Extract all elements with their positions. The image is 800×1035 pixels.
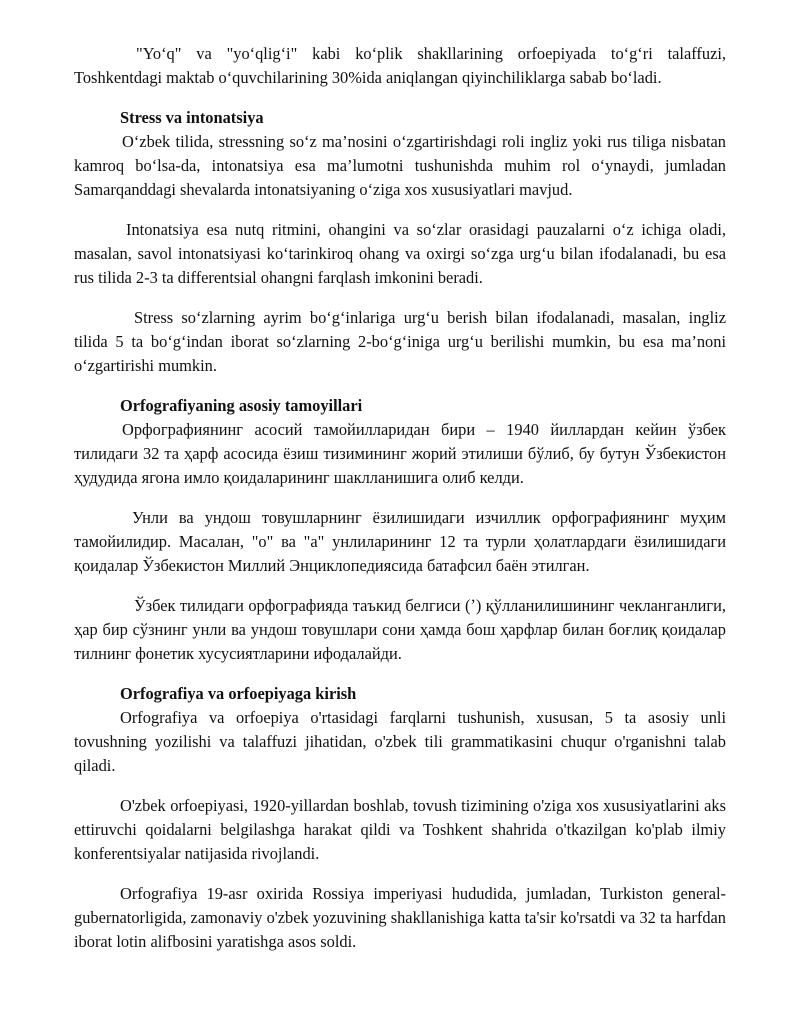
paragraph-plural-forms: "Yo‘q" va "yo‘qlig‘i" kabi ko‘plik shakllarining orfoepiyada to‘g‘ri talaffuzi, Toshkentdagi maktab o‘quvchilarining 30%ida aniqlangan qiyinchiliklarga sabab bo‘ladi. xyxy=(74,44,726,87)
paragraph-gap xyxy=(74,866,726,882)
paragraph-gap xyxy=(74,778,726,794)
paragraph-differences: Orfografiya va orfoepiya o'rtasidagi farqlarni tushunish, xususan, 5 ta asosiy unli tovushning yozilishi va talaffuzi jihatidan, o'zbek tili grammatikasini chuqur o'rganishni talab qiladi. xyxy=(74,708,726,775)
paragraph-gap xyxy=(74,578,726,594)
heading-orthography-orthoepy-intro: Orfografiya va orfoepiyaga kirish xyxy=(120,684,357,703)
paragraph-gap xyxy=(74,202,726,218)
paragraph-gap xyxy=(74,90,726,106)
paragraph-gap xyxy=(74,490,726,506)
paragraph-gap xyxy=(74,290,726,306)
paragraph-orthography-1940: Орфографиянинг асосий тамойилларидан бири – 1940 йиллардан кейин ўзбек тилидаги 32 та ҳарф асосида ёзиш тизимининг жорий этилиши бўлиб, бу бутун Ўзбекистон ҳудудида ягона имло қоидаларининг шаклланишига олиб келди. xyxy=(74,420,726,487)
paragraph-stress-role: O‘zbek tilida, stressning so‘z ma’nosini o‘zgartirishdagi roli ingliz yoki rus tiliga nisbatan kamroq bo‘lsa-da, intonatsiya esa ma’lumotni tushunishda muhim rol o‘ynaydi, jumladan Samarqanddagi shevalarda intonatsiyaning o‘ziga xos xususiyatlari mavjud. xyxy=(74,132,726,199)
paragraph-intonation: Intonatsiya esa nutq ritmini, ohangini va so‘zlar orasidagi pauzalarni o‘z ichiga oladi, masalan, savol intonatsiyasi ko‘tarinkiroq ohang va oxirgi so‘zga urg‘u bilan ifodalanadi, bu esa rus tilida 2-3 ta differentsial ohangni farqlash imkonini beradi. xyxy=(74,220,726,287)
heading-orthography-principles: Orfografiyaning asosiy tamoyillari xyxy=(120,396,363,415)
document-page xyxy=(74,42,726,954)
paragraph-gap xyxy=(74,378,726,394)
paragraph-stress-syllables: Stress so‘zlarning ayrim bo‘g‘inlariga urg‘u berish bilan ifodalanadi, masalan, ingliz tilida 5 ta bo‘g‘indan iborat so‘zlarning 2-bo‘g‘iniga urg‘u berilishi mumkin, bu esa ma’noni o‘zgartirishi mumkin. xyxy=(74,308,726,375)
paragraph-gap xyxy=(74,666,726,682)
paragraph-apostrophe-sign: Ўзбек тилидаги орфографияда таъкид белгиси (ʼ) қўлланилишининг чекланганлиги, ҳар бир сўзнинг унли ва ундош товушлари сони ҳамда бош ҳарфлар билан боғлиқ қоидалар тилнинг фонетик хусусиятларини ифодалайди. xyxy=(74,596,726,663)
paragraph-vowels-consonants: Унли ва ундош товушларнинг ёзилишидаги изчиллик орфографиянинг муҳим тамойилидир. Масалан, "о" ва "а" унлиларининг 12 та турли ҳолатлардаги ёзилишидаги қоидалар Ўзбекистон Миллий Энциклопедиясида батафсил баён этилган. xyxy=(74,508,726,575)
paragraph-orthography-19th-century: Orfografiya 19-asr oxirida Rossiya imperiyasi hududida, jumladan, Turkiston general-gubernatorligida, zamonaviy o'zbek yozuvining shakllanishiga katta ta'sir ko'rsatdi va 32 ta harfdan iborat lotin alifbosini yaratishga asos soldi. xyxy=(74,884,726,951)
paragraph-orthoepy-1920: O'zbek orfoepiyasi, 1920-yillardan boshlab, tovush tizimining o'ziga xos xususiyatlarini aks ettiruvchi qoidalarni belgilashga harakat qildi va Toshkent shahrida o'tkazilgan ko'plab ilmiy konferentsiyalar natijasida rivojlandi. xyxy=(74,796,726,863)
heading-stress-intonation: Stress va intonatsiya xyxy=(120,108,264,127)
